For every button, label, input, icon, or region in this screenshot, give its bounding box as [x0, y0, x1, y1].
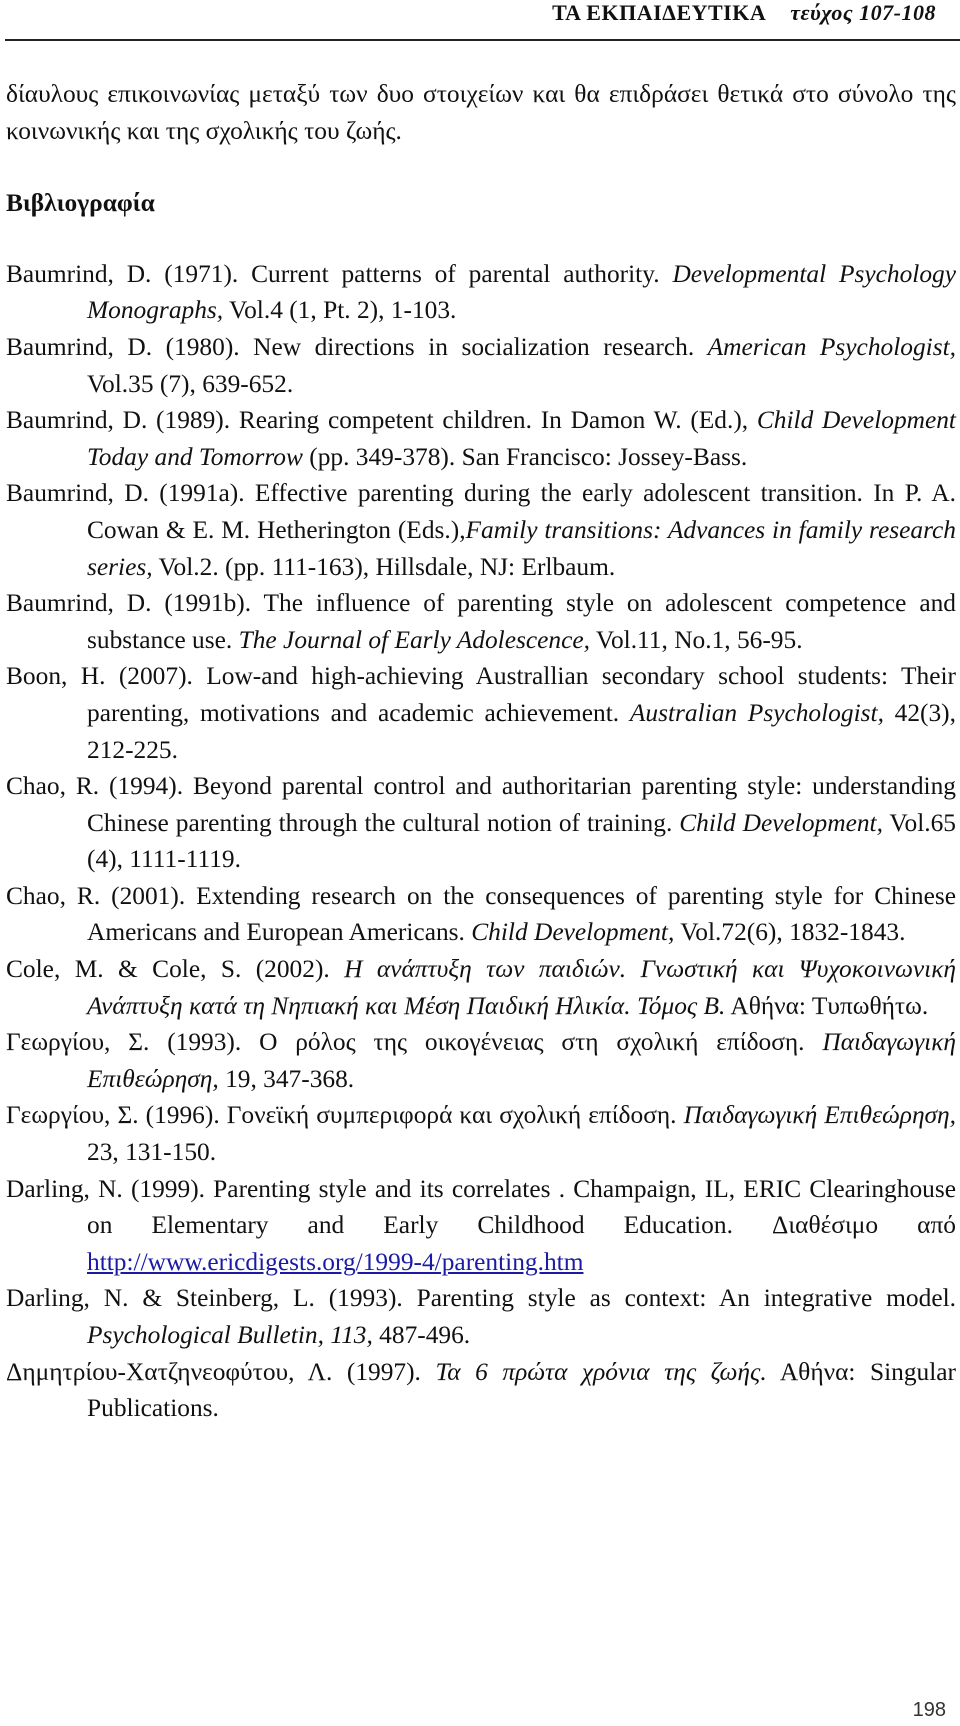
- reference-entry: [6, 878, 956, 951]
- reference-text: Baumrind, D. (1989). Rearing competent children. In Damon W. (Ed.),: [6, 406, 757, 435]
- reference-details: Αθήνα: Τυπωθήτω.: [725, 991, 929, 1020]
- reference-source-title: Η ανάπτυξη των παιδιών. Γνωστική και Ψυχοκοινωνική Ανάπτυξη κατά τη Νηπιακή και Μέση Παιδική Ηλικία. Τόμος Β.: [87, 955, 956, 1020]
- reference-entry: [6, 402, 956, 475]
- reference-source-title: Παιδαγωγική Επιθεώρηση,: [683, 1101, 956, 1130]
- issue-label: τεύχος 107-108: [790, 0, 936, 25]
- reference-details: 23, 131-150.: [87, 1138, 217, 1167]
- reference-entry: [6, 256, 956, 329]
- reference-text: Γεωργίου, Σ. (1996). Γονεϊκή συμπεριφορά και σχολική επίδοση.: [6, 1101, 684, 1130]
- reference-source-title: Psychological Bulletin, 113,: [87, 1321, 373, 1349]
- reference-source-title: Τα 6 πρώτα χρόνια της ζωής.: [435, 1357, 767, 1386]
- reference-entry: [6, 329, 956, 402]
- reference-entry: [6, 768, 956, 878]
- reference-source-title: Family transitions: Advances in family research series,: [87, 515, 956, 581]
- reference-details: Vol.2. (pp. 111-163), Hillsdale, NJ: Erlbaum.: [152, 552, 616, 581]
- reference-source-title: Child Development Today and Tomorrow: [87, 406, 956, 471]
- reference-details: 487-496.: [372, 1321, 471, 1349]
- reference-text: Δημητρίου-Χατζηνεοφύτου, Λ. (1997).: [6, 1357, 436, 1386]
- reference-source-title: Australian Psychologist,: [629, 698, 884, 727]
- reference-text: Baumrind, D. (1991b). The influence of parenting style on adolescent competence and substance use.: [6, 589, 956, 654]
- reference-entry: [6, 1354, 956, 1427]
- reference-details: (pp. 349-378). San Francisco: Jossey-Bass.: [302, 442, 748, 471]
- reference-entry: [6, 1171, 956, 1281]
- reference-details: Αθήνα: Singular Publications.: [87, 1357, 957, 1423]
- reference-source-title: The Journal of Early Adolescence,: [238, 625, 590, 654]
- reference-source-title: Developmental Psychology Monographs,: [87, 259, 957, 325]
- reference-source-title: Child Development,: [471, 918, 675, 947]
- reference-source-title: Child Development,: [679, 808, 883, 837]
- reference-text: Darling, N. (1999). Parenting style and its correlates . Champaign, IL, ERIC Clearinghouse on Elementary and Early Childhood Education. Διαθέσιμο από: [6, 1174, 956, 1240]
- reference-details: Vol.35 (7), 639-652.: [87, 369, 294, 398]
- reference-details: 19, 347-368.: [218, 1064, 355, 1093]
- reference-details: 42(3), 212-225.: [87, 698, 956, 764]
- bibliography-heading: Βιβλιογραφία: [6, 189, 155, 218]
- running-header: [0, 0, 960, 40]
- reference-details: Vol.72(6), 1832-1843.: [674, 918, 906, 947]
- reference-details: Vol.11, No.1, 56-95.: [590, 625, 803, 654]
- header-text: [552, 0, 936, 26]
- reference-entry: [6, 951, 956, 1024]
- reference-entry: [6, 475, 956, 585]
- reference-text: Baumrind, D. (1980). New directions in socialization research.: [6, 332, 708, 361]
- page-number: 198: [912, 1699, 946, 1721]
- reference-text: Cole, M. & Cole, S. (2002).: [6, 955, 345, 984]
- page-body: [6, 76, 956, 1427]
- reference-entry: [6, 585, 956, 658]
- reference-text: Baumrind, D. (1991a). Effective parenting during the early adolescent transition. In P. A. Cowan & E. M. Hetherington (Eds.),: [6, 479, 956, 544]
- reference-text: Chao, R. (2001). Extending research on the consequences of parenting style for Chinese Americans and European Americans.: [6, 881, 956, 947]
- reference-details: Vol.65 (4), 1111-1119.: [87, 808, 956, 874]
- reference-text: Γεωργίου, Σ. (1993). Ο ρόλος της οικογένειας στη σχολική επίδοση.: [6, 1028, 823, 1057]
- reference-link[interactable]: http://www.ericdigests.org/1999-4/parenting.htm: [87, 1247, 584, 1276]
- intro-paragraph: δίαυλους επικοινωνίας μεταξύ των δυο στοιχείων και θα επιδράσει θετικά στο σύνολο της κοινωνικής και της σχολικής του ζωής.: [6, 80, 956, 145]
- reference-text: Darling, N. & Steinberg, L. (1993). Parenting style as context: An integrative model.: [6, 1284, 956, 1313]
- reference-entry: [6, 1024, 956, 1097]
- header-rule: [5, 39, 960, 41]
- reference-entry: [6, 658, 956, 768]
- reference-entry: [6, 1097, 956, 1170]
- reference-source-title: Παιδαγωγική Επιθεώρηση,: [87, 1028, 956, 1093]
- journal-title: ΤΑ ΕΚΠΑΙΔΕΥΤΙΚΑ: [552, 0, 767, 25]
- reference-entry: [6, 1280, 956, 1353]
- reference-source-title: American Psychologist,: [707, 332, 956, 361]
- reference-text: Boon, H. (2007). Low-and high-achieving Australlian secondary school students: Their parenting, motivations and academic achievement.: [6, 662, 956, 727]
- reference-text: Baumrind, D. (1971). Current patterns of parental authority.: [6, 259, 673, 288]
- reference-list: [6, 256, 956, 1427]
- reference-details: Vol.4 (1, Pt. 2), 1-103.: [223, 296, 457, 325]
- reference-text: Chao, R. (1994). Beyond parental control and authoritarian parenting style: understanding Chinese parenting through the cultural notion of training.: [6, 772, 956, 837]
